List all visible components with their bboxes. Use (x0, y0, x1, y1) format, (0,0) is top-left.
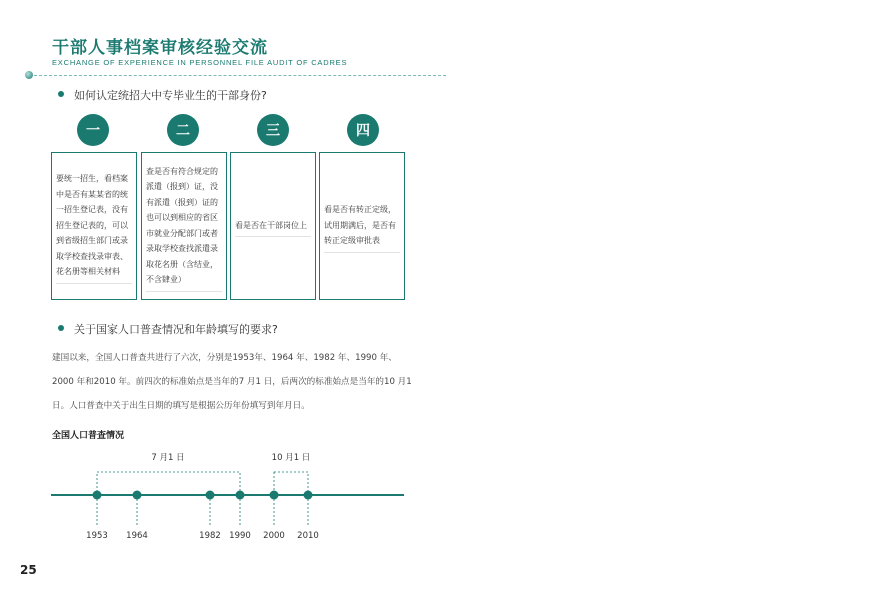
census-paragraph: 建国以来，全国人口普查共进行了六次，分别是1953年、1964 年、1982 年、1990 年、2000 年和2010 年。前四次的标准始点是当年的7 月1 日，后两次的标准始点是当年的10 月1 日。人口普查中关于出生日期的填写是根据公历年份填写到年月日。 (52, 353, 412, 411)
bracket-july (97, 472, 240, 495)
year-point-1953 (93, 491, 102, 500)
page-number: 25 (20, 563, 37, 577)
year-label-1953: 1953 (86, 531, 108, 541)
step-4-text: 看是否有转正定级，试用期满后，是否有转正定级审批表 (324, 199, 400, 253)
bracket-label-july: 7 月1 日 (151, 453, 185, 463)
bracket-october (274, 472, 308, 495)
question-1-text: 如何认定统招大中专毕业生的干部身份? (74, 89, 267, 102)
year-label-2010: 2010 (297, 531, 319, 541)
page-subtitle: EXCHANGE OF EXPERIENCE IN PERSONNEL FILE AUDIT OF CADRES (52, 58, 348, 67)
census-chart-title: 全国人口普查情况 (52, 431, 125, 441)
year-label-1964: 1964 (126, 531, 148, 541)
year-point-1964 (133, 491, 142, 500)
step-2-text: 查是否有符合规定的派遣（报到）证，没有派遣（报到）证的也可以到相应的省区市就业分配部门或者录取学校查找派遣录取花名册（含结业，不含肄业） (146, 161, 222, 292)
year-label-1990: 1990 (229, 531, 251, 541)
bracket-label-october: 10 月1 日 (271, 453, 311, 463)
question-2-text: 关于国家人口普查情况和年龄填写的要求? (74, 323, 278, 336)
step-3-number: 三 (257, 114, 289, 146)
year-point-1982 (206, 491, 215, 500)
step-4-number: 四 (347, 114, 379, 146)
step-3-text: 看是否在干部岗位上 (235, 215, 311, 238)
page-title: 干部人事档案审核经验交流 (52, 38, 268, 58)
year-point-2010 (304, 491, 313, 500)
step-2-number: 二 (167, 114, 199, 146)
step-1-text: 要统一招生，看档案中是否有某某省的统一招生登记表，没有招生登记表的，可以到省级招生部门或录取学校查找录审表、花名册等相关材料 (56, 168, 132, 284)
year-label-1982: 1982 (199, 531, 221, 541)
year-point-2000 (270, 491, 279, 500)
year-point-1990 (236, 491, 245, 500)
step-1-number: 一 (77, 114, 109, 146)
year-label-2000: 2000 (263, 531, 285, 541)
